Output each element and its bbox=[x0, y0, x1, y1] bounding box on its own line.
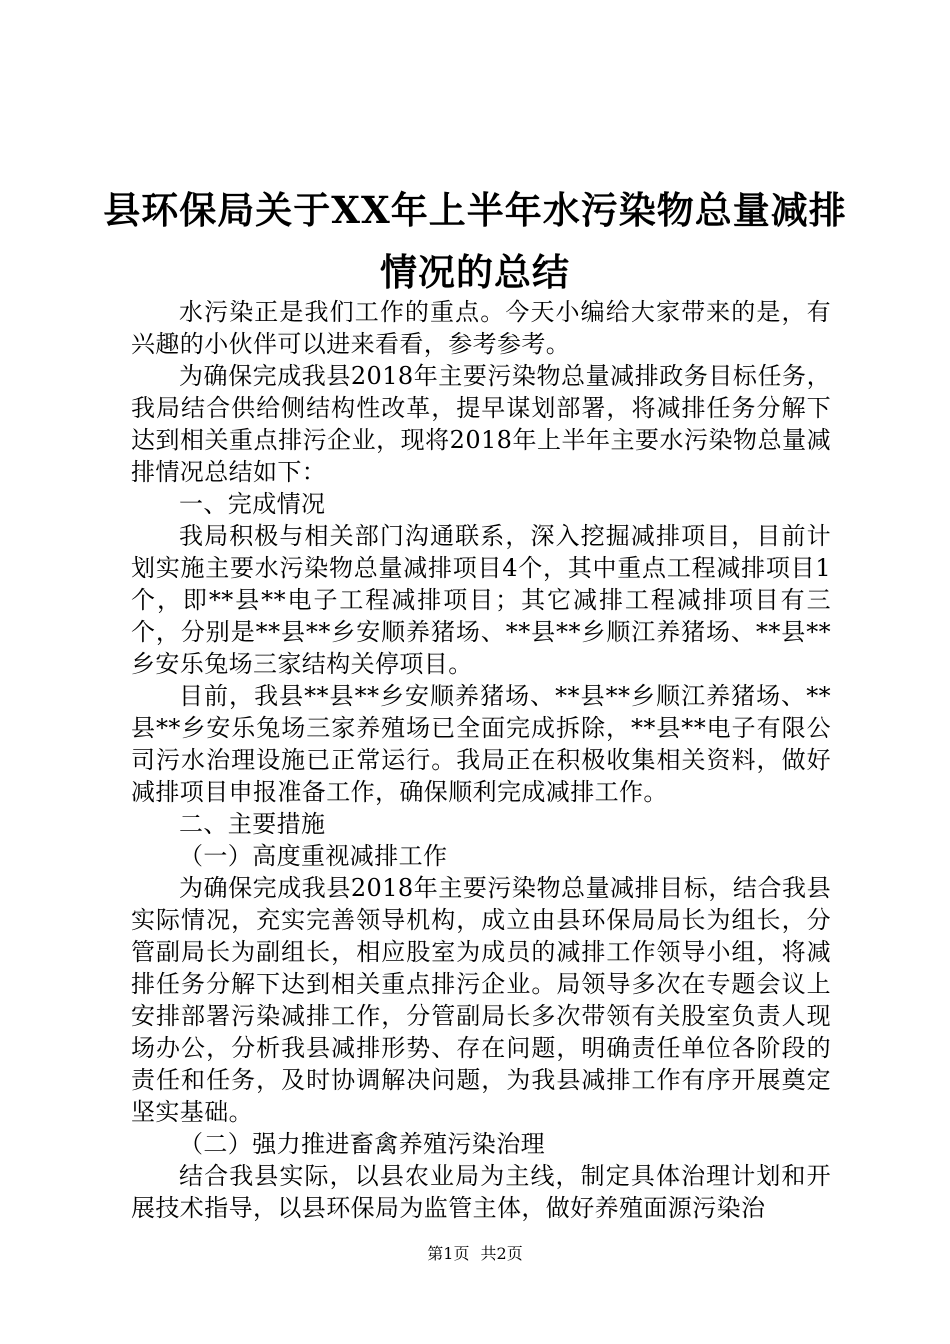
paragraph-livestock: 结合我县实际，以县农业局为主线，制定具体治理计划和开展技术指导，以县环保局为监管主体，做好养殖面源污染治 bbox=[131, 1162, 831, 1222]
document-title-line-2: 情况的总结 bbox=[380, 250, 570, 294]
paragraph-projects: 我局积极与相关部门沟通联系，深入挖掘减排项目，目前计划实施主要水污染物总量减排项目4个，其中重点工程减排项目1个，即**县**电子工程减排项目；其它减排工程减排项目有三个，分别是**县**乡安顺养猪场、**县**乡顺江养猪场、**县**乡安乐兔场三家结构关停项目。 bbox=[131, 522, 831, 678]
section-heading-measures: 二、主要措施 bbox=[179, 810, 326, 838]
page-number: 第1页 bbox=[427, 1244, 470, 1263]
subheading-attention: （一）高度重视减排工作 bbox=[179, 842, 448, 870]
section-heading-completion: 一、完成情况 bbox=[179, 490, 326, 518]
paragraph-overview: 为确保完成我县2018年主要污染物总量减排政务目标任务，我局结合供给侧结构性改革，提早谋划部署，将减排任务分解下达到相关重点排污企业，现将2018年上半年主要水污染物总量减排情况总结如下： bbox=[131, 362, 831, 486]
paragraph-intro: 水污染正是我们工作的重点。今天小编给大家带来的是，有兴趣的小伙伴可以进来看看，参考参考。 bbox=[131, 298, 831, 358]
page-total: 共2页 bbox=[480, 1244, 523, 1263]
page-footer bbox=[0, 1244, 950, 1264]
document-title-line-1: 县环保局关于XX年上半年水污染物总量减排 bbox=[103, 188, 847, 232]
subheading-livestock: （二）强力推进畜禽养殖污染治理 bbox=[179, 1130, 545, 1158]
paragraph-progress: 目前，我县**县**乡安顺养猪场、**县**乡顺江养猪场、**县**乡安乐兔场三家养殖场已全面完成拆除，**县**电子有限公司污水治理设施已正常运行。我局正在积极收集相关资料，做好减排项目申报准备工作，确保顺利完成减排工作。 bbox=[131, 682, 831, 806]
paragraph-leadership: 为确保完成我县2018年主要污染物总量减排目标，结合我县实际情况，充实完善领导机构，成立由县环保局局长为组长，分管副局长为副组长，相应股室为成员的减排工作领导小组，将减排任务分解下达到相关重点排污企业。局领导多次在专题会议上安排部署污染减排工作，分管副局长多次带领有关股室负责人现场办公，分析我县减排形势、存在问题，明确责任单位各阶段的责任和任务，及时协调解决问题，为我县减排工作有序开展奠定坚实基础。 bbox=[131, 874, 831, 1126]
document-body bbox=[131, 296, 831, 1224]
